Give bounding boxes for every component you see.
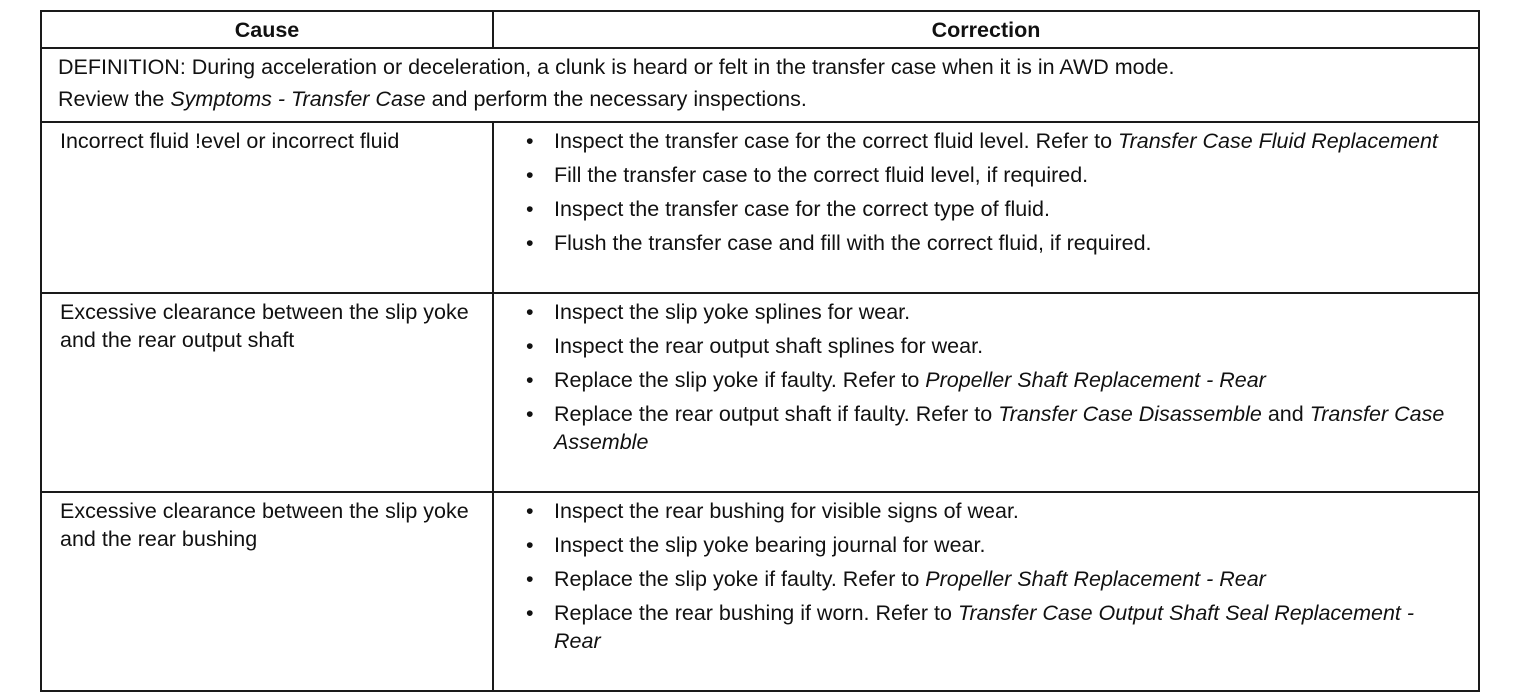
header-row xyxy=(41,11,1479,48)
item-text: Inspect the transfer case for the correct type of fluid. xyxy=(554,197,1050,221)
correction-cell xyxy=(493,492,1479,691)
item-text: Replace the rear output shaft if faulty. Refer to xyxy=(554,402,999,426)
reference-link[interactable]: Transfer Case Fluid Replacement xyxy=(1118,129,1438,153)
item-text: Inspect the transfer case for the correct fluid level. Refer to xyxy=(554,129,1119,153)
correction-cell xyxy=(493,293,1479,492)
symptoms-link[interactable]: Symptoms - Transfer Case xyxy=(170,87,426,111)
list-item xyxy=(526,366,1458,394)
definition-text: DEFINITION: During acceleration or deceleration, a clunk is heard or felt in the transfer case when it is in AWD mode. xyxy=(58,55,1175,79)
list-item xyxy=(526,400,1458,456)
item-text: Fill the transfer case to the correct fluid level, if required. xyxy=(554,163,1089,187)
correction-list xyxy=(526,497,1458,655)
cause-cell: Excessive clearance between the slip yoke and the rear output shaft xyxy=(41,293,493,492)
item-text: Flush the transfer case and fill with the correct fluid, if required. xyxy=(554,231,1152,255)
item-text: Inspect the rear output shaft splines for wear. xyxy=(554,334,984,358)
item-text: Inspect the rear bushing for visible signs of wear. xyxy=(554,499,1019,523)
list-item xyxy=(526,497,1458,525)
list-item xyxy=(526,332,1458,360)
list-item xyxy=(526,599,1458,655)
item-text: Replace the slip yoke if faulty. Refer to xyxy=(554,567,926,591)
list-item xyxy=(526,195,1458,223)
reference-link[interactable]: Transfer Case Assemble xyxy=(554,402,1445,454)
correction-header: Correction xyxy=(493,11,1479,48)
list-item xyxy=(526,127,1458,155)
list-item xyxy=(526,531,1458,559)
table-row xyxy=(41,492,1479,691)
item-text: Replace the slip yoke if faulty. Refer to xyxy=(554,368,926,392)
list-item xyxy=(526,565,1458,593)
review-pre: Review the xyxy=(58,87,171,111)
correction-list xyxy=(526,298,1458,456)
list-item xyxy=(526,298,1458,326)
cause-cell: Incorrect fluid !evel or incorrect fluid xyxy=(41,122,493,293)
reference-link[interactable]: Transfer Case Output Shaft Seal Replacement - Rear xyxy=(554,601,1415,653)
correction-list xyxy=(526,127,1458,257)
definition-row xyxy=(41,48,1479,122)
diagnostic-table xyxy=(40,10,1480,692)
list-item xyxy=(526,229,1458,257)
reference-link[interactable]: Transfer Case Disassemble xyxy=(998,402,1262,426)
item-text: Inspect the slip yoke bearing journal for wear. xyxy=(554,533,986,557)
review-text xyxy=(58,83,1478,115)
definition-cell xyxy=(41,48,1479,122)
cause-cell: Excessive clearance between the slip yoke and the rear bushing xyxy=(41,492,493,691)
item-text-and: and xyxy=(1261,402,1310,426)
reference-link[interactable]: Propeller Shaft Replacement - Rear xyxy=(925,567,1266,591)
table-row xyxy=(41,293,1479,492)
reference-link[interactable]: Propeller Shaft Replacement - Rear xyxy=(925,368,1266,392)
item-text: Inspect the slip yoke splines for wear. xyxy=(554,300,911,324)
cause-header: Cause xyxy=(41,11,493,48)
correction-cell xyxy=(493,122,1479,293)
list-item xyxy=(526,161,1458,189)
table-row xyxy=(41,122,1479,293)
review-post: and perform the necessary inspections. xyxy=(425,87,807,111)
item-text: Replace the rear bushing if worn. Refer to xyxy=(554,601,958,625)
